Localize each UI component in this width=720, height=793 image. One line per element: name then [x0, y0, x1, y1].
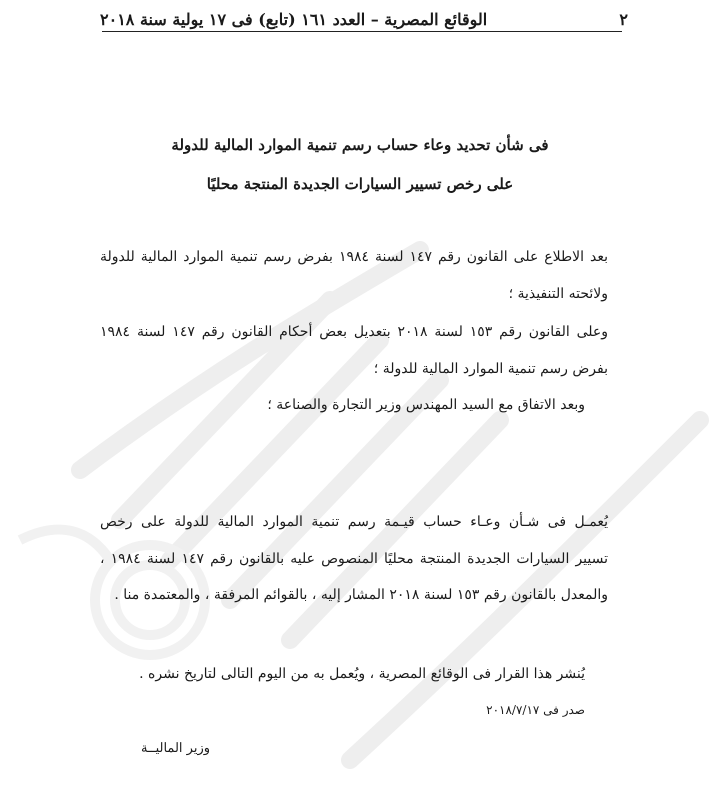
running-title: الوقائع المصرية – العدد ١٦١ (تابع) فى ١٧ يولية سنة ٢٠١٨	[100, 9, 488, 29]
preamble-line-5: وبعد الاتفاق مع السيد المهندس وزير التجارة والصناعة ؛	[267, 397, 585, 413]
decree-title-line-2: على رخص تسيير السيارات الجديدة المنتجة محليًا	[206, 175, 514, 193]
preamble-line-1: بعد الاطلاع على القانون رقم ١٤٧ لسنة ١٩٨٤ بفرض رسم تنمية الموارد المالية للدولة	[100, 249, 608, 265]
preamble-line-4: بفرض رسم تنمية الموارد المالية للدولة ؛	[373, 361, 608, 377]
header-rule	[102, 31, 622, 32]
decision-line-3: والمعدل بالقانون رقم ١٥٣ لسنة ٢٠١٨ المشار إليه ، بالقوائم المرفقة ، والمعتمدة منا .	[114, 587, 608, 603]
page-header	[100, 6, 628, 32]
preamble-line-3: وعلى القانون رقم ١٥٣ لسنة ٢٠١٨ بتعديل بعض أحكام القانون رقم ١٤٧ لسنة ١٩٨٤	[100, 324, 609, 340]
issued-date: صدر فى ٢٠١٨/٧/١٧	[486, 703, 585, 717]
page-number: ٢	[619, 9, 628, 29]
decision-line-1: يُعمـل فى شـأن وعـاء حساب قيـمة رسم تنمية الموارد المالية للدولة على رخص	[100, 514, 608, 530]
decree-title-line-1: فى شأن تحديد وعاء حساب رسم تنمية الموارد المالية للدولة	[171, 136, 549, 154]
preamble-line-2: ولائحته التنفيذية ؛	[508, 286, 608, 302]
decision-line-2: تسيير السيارات الجديدة المنتجة محليًا المنصوص عليه بالقانون رقم ١٤٧ لسنة ١٩٨٤ ،	[100, 551, 609, 567]
publication-line: يُنشر هذا القرار فى الوقائع المصرية ، ويُعمل به من اليوم التالى لتاريخ نشره .	[139, 666, 585, 682]
signature: وزير الماليــة	[141, 741, 210, 756]
